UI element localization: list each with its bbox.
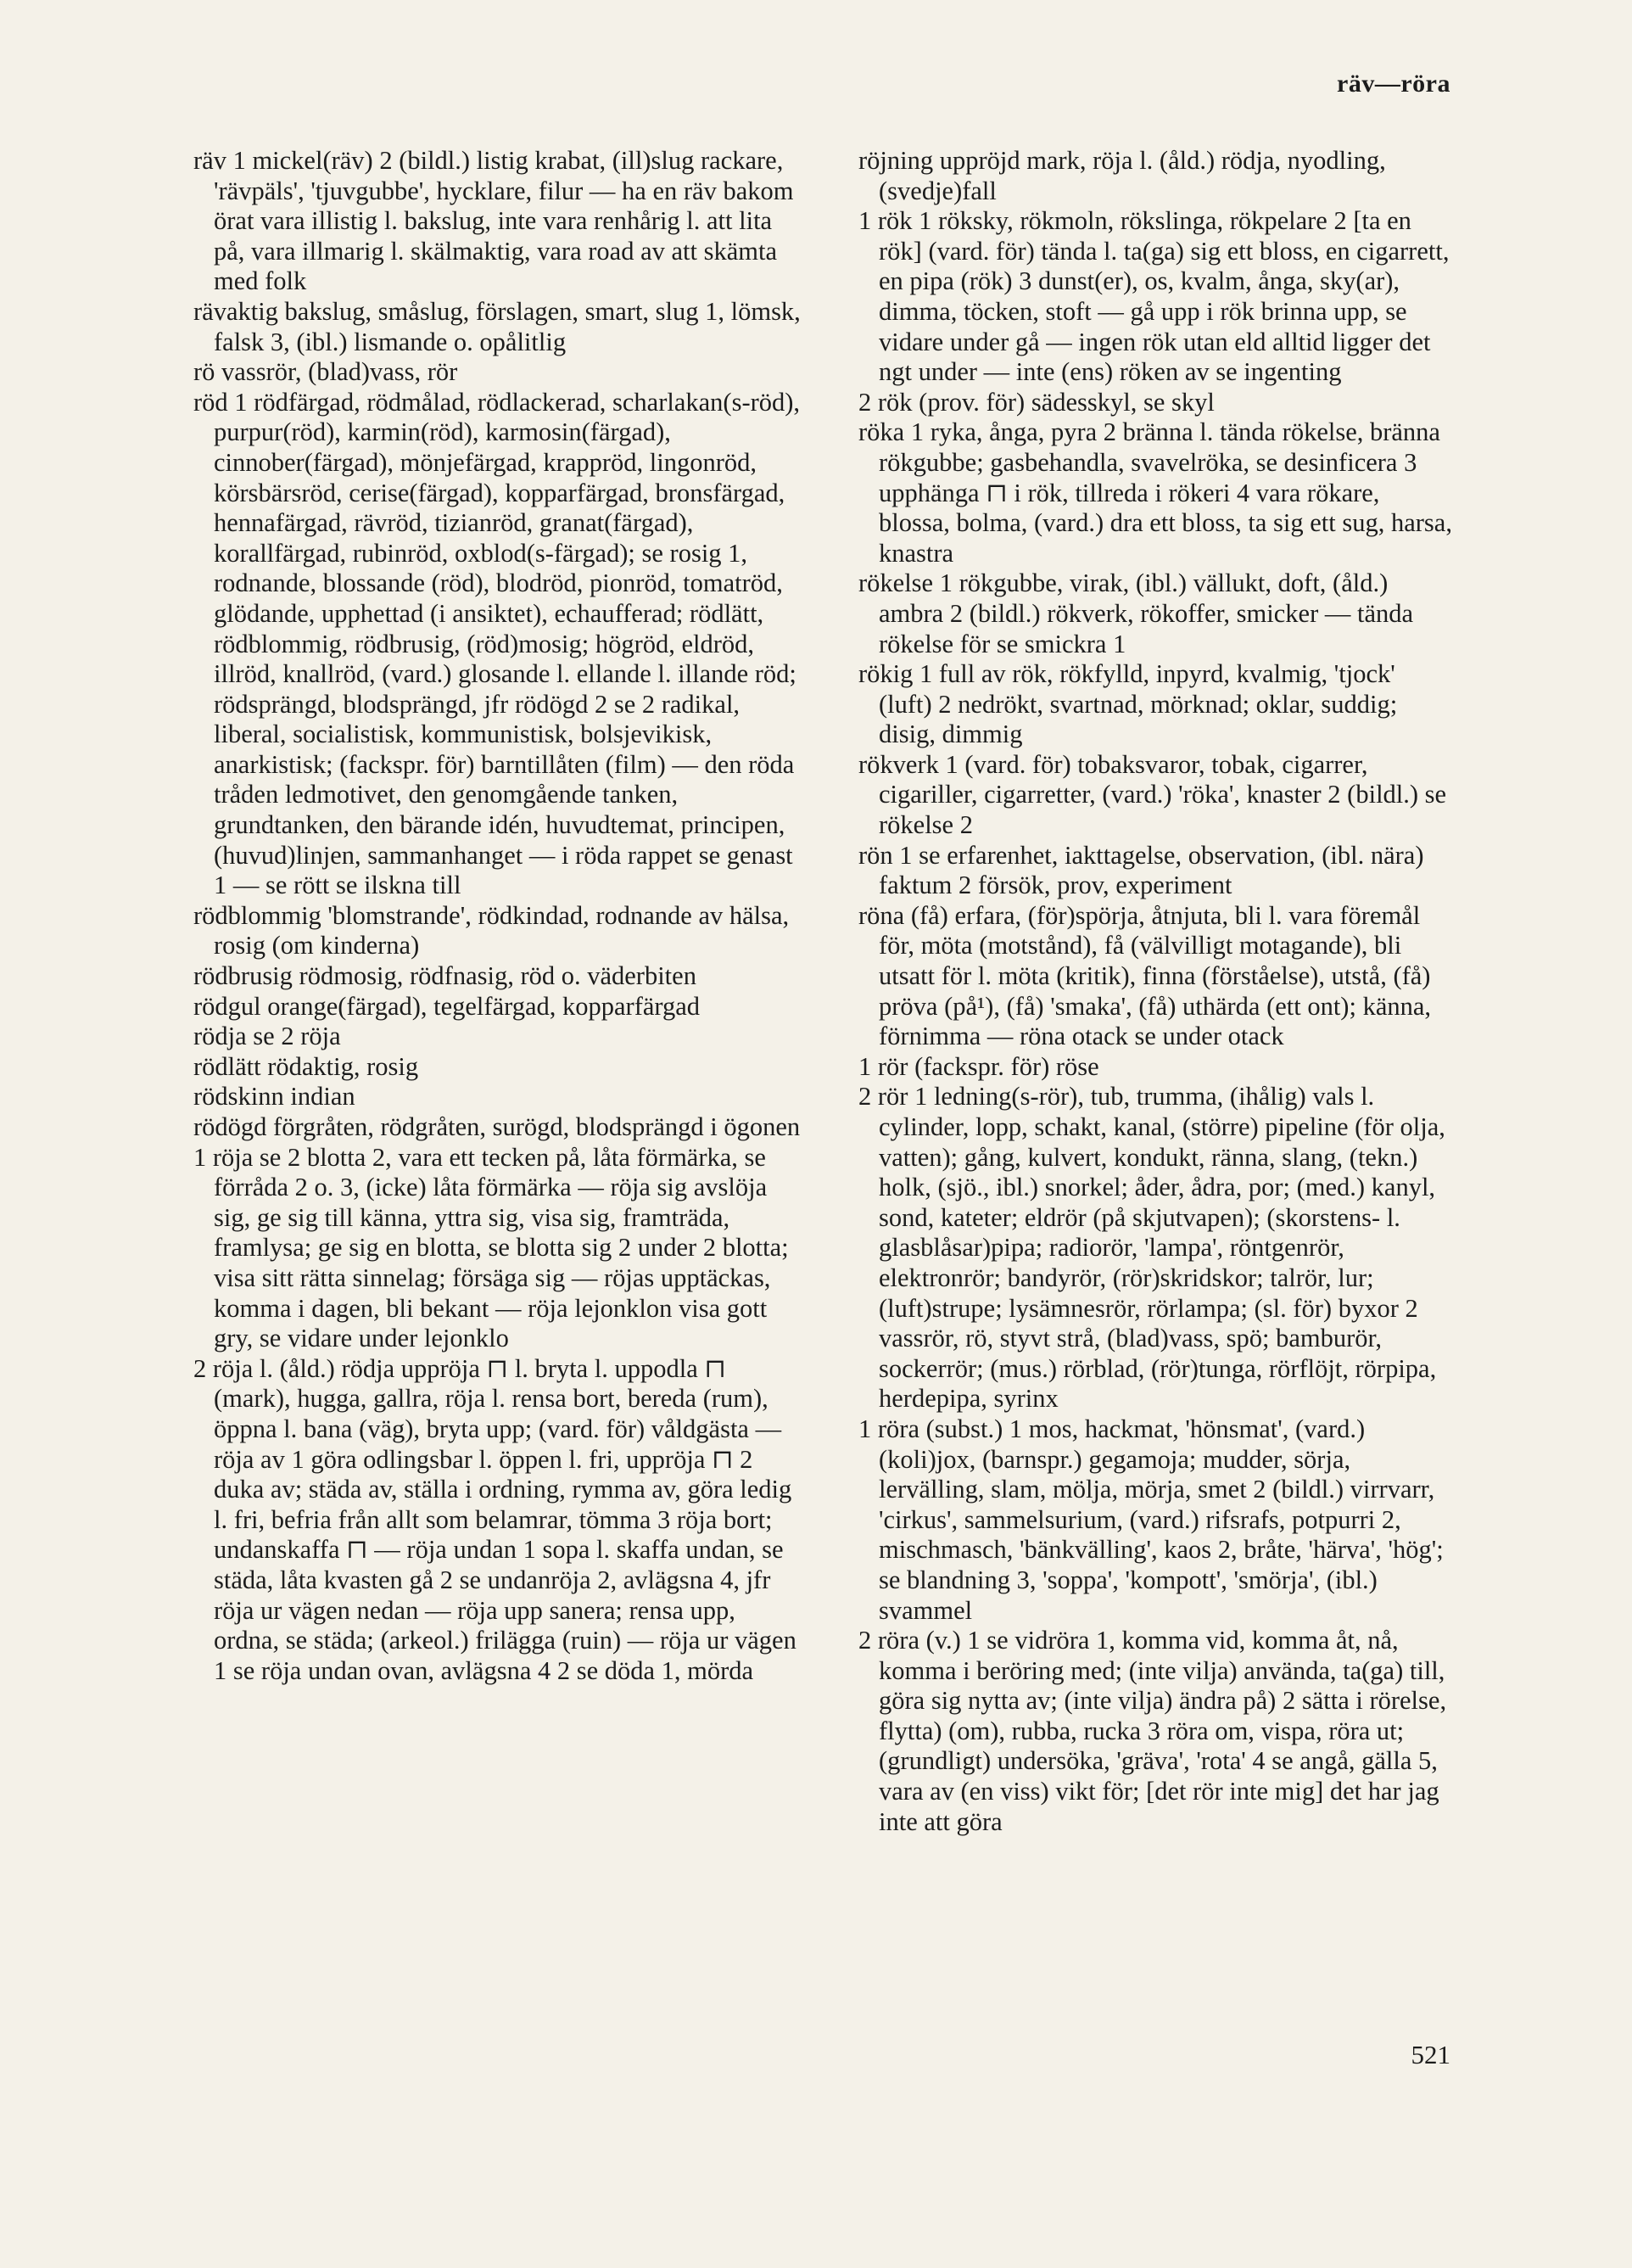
entry-2-rora: 2 röra (v.) 1 se vidröra 1, komma vid, komma åt, nå, komma i beröring med; (inte vilja) använda, ta(ga) till, göra sig nytta av; (inte vilja) ändra på) 2 sätta i rörelse, flytta) (om), rubba, rucka 3 röra om, vispa, röra ut; (grundligt) undersöka, 'gräva', 'rota' 4 se angå, gälla 5, vara av (en viss) vikt för; [det rör inte mig] det har jag inte att göra: [858, 1626, 1447, 1836]
entry-rodbrusig: rödbrusig rödmosig, rödfnasig, röd o. väderbiten: [193, 961, 696, 991]
entry-rodja: rödja se 2 röja: [193, 1022, 341, 1051]
entry-ravaktig: rävaktig bakslug, småslug, förslagen, smart, slug 1, lömsk, falsk 3, (ibl.) lismande o. opålitlig: [193, 296, 801, 356]
entry-rodlatt: rödlätt rödaktig, rosig: [193, 1051, 419, 1081]
entry-roka: röka 1 ryka, ånga, pyra 2 bränna l. tända rökelse, bränna rökgubbe; gasbehandla, svavelröka, se desinficera 3 upphänga ⊓ i rök, tillreda i rökeri 4 vara rökare, blossa, bolma, (vard.) dra ett bloss, ta sig ett sug, harsa, knastra: [858, 417, 1452, 568]
entry-rojning: röjning uppröjd mark, röja l. (åld.) rödja, nyodling, (svedje)fall: [858, 146, 1386, 205]
entry-1-roja: 1 röja se 2 blotta 2, vara ett tecken på, låta förmärka, se förråda 2 o. 3, (icke) låta förmärka — röja sig avslöja sig, ge sig till känna, yttra sig, visa sig, framträda, framlysa; ge sig en blotta, se blotta sig 2 under 2 blotta; visa sitt rätta sinnelag; försäga sig — röjas upptäckas, komma i dagen, bli bekant — röja lejonklon visa gott gry, se vidare under lejonklo: [193, 1142, 789, 1353]
entry-rokig: rökig 1 full av rök, rökfylld, inpyrd, kvalmig, 'tjock' (luft) 2 nedrökt, svartnad, mörknad; oklar, suddig; disig, dimmig: [858, 659, 1398, 749]
entry-1-rora: 1 röra (subst.) 1 mos, hackmat, 'hönsmat', (vard.) (koli)jox, (barnspr.) gegamoja; mudder, sörja, lervälling, slam, mölja, mörja, smet 2 (bildl.) virrvarr, 'cirkus', sammelsurium, (vard.) rifsrafs, potpurri 2, mischmasch, 'bänkvälling', kaos 2, bråte, 'härva', 'hög'; se blandning 3, 'soppa', 'kompott', 'smörja', (ibl.) svammel: [858, 1414, 1444, 1625]
entry-rokverk: rökverk 1 (vard. för) tobaksvaror, tobak, cigarrer, cigariller, cigarretter, (vard.) 'röka', knaster 2 (bildl.) se rökelse 2: [858, 749, 1447, 840]
entry-rodskinn: rödskinn indian: [193, 1082, 355, 1112]
entry-ron: rön 1 se erfarenhet, iakttagelse, observation, (ibl. nära) faktum 2 försök, prov, experiment: [858, 840, 1424, 900]
right-column: [858, 146, 1454, 1837]
entry-2-roja: 2 röja l. (åld.) rödja uppröja ⊓ l. bryta l. uppodla ⊓ (mark), hugga, gallra, röja l. rensa bort, bereda (rum), öppna l. bana (väg), bryta upp; (vard. för) våldgästa — röja av 1 göra odlingsbar l. öppen l. fri, uppröja ⊓ 2 duka av; städa av, ställa i ordning, rymma av, göra ledig l. fri, befria från allt som belamrar, tömma 3 röja bort; undanskaffa ⊓ — röja undan 1 sopa l. skaffa undan, se städa, låta kvasten gå 2 se undanröja 2, avlägsna 4, jfr röja ur vägen nedan — röja upp sanera; rensa upp, ordna, se städa; (arkeol.) frilägga (ruin) — röja ur vägen 1 se röja undan ovan, avlägsna 4 2 se döda 1, mörda: [193, 1353, 796, 1685]
entry-rod: röd 1 rödfärgad, rödmålad, rödlackerad, scharlakan(s-röd), purpur(röd), karmin(röd), karmosin(färgad), cinnober(färgad), mönjefärgad, krappröd, lingonröd, körsbärsröd, cerise(färgad), kopparfärgad, bronsfärgad, hennafärgad, rävröd, tizianröd, granat(färgad), korallfärgad, rubinröd, oxblod(s-färgad); se rosig 1, rodnande, blossande (röd), blodröd, pionröd, tomatröd, glödande, upphettad (i ansiktet), echaufferad; rödlätt, rödblommig, rödbrusig, (röd)mosig; högröd, eldröd, illröd, knallröd, (vard.) glosande l. ellande l. illande röd; rödsprängd, blodsprängd, jfr rödögd 2 se 2 radikal, liberal, socialistisk, kommunistisk, bolsjevikisk, anarkistisk; (fackspr. för) barntillåten (film) — den röda tråden ledmotivet, den genomgående tanken, grundtanken, den bärande idén, huvudtemat, principen, (huvud)linjen, sammanhanget — i röda rappet se genast 1 — se rött se ilskna till: [193, 387, 801, 900]
entry-1-ror: 1 rör (fackspr. för) röse: [858, 1051, 1099, 1081]
entry-ro: rö vassrör, (blad)vass, rör: [193, 357, 458, 387]
running-header: räv—röra: [1337, 70, 1450, 98]
entry-rokelse: rökelse 1 rökgubbe, virak, (ibl.) vällukt, doft, (åld.) ambra 2 (bildl.) rökverk, rökoffer, smicker — tända rökelse för se smickra 1: [858, 568, 1414, 658]
page-number: 521: [1411, 2040, 1450, 2069]
entry-rodgul: rödgul orange(färgad), tegelfärgad, kopparfärgad: [193, 991, 701, 1021]
entry-rodblommig: rödblommig 'blomstrande', rödkindad, rodnande av hälsa, rosig (om kinderna): [193, 900, 790, 960]
entry-1-rok: 1 rök 1 röksky, rökmoln, rökslinga, rökpelare 2 [ta en rök] (vard. för) tända l. ta(ga) sig ett bloss, en cigarrett, en pipa (rök) 3 dunst(er), os, kvalm, ånga, sky(ar), dimma, töcken, stoft — gå upp i rök brinna upp, se vidare under gå — ingen rök utan eld alltid ligger det ngt under — inte (ens) röken av se ingenting: [858, 206, 1450, 387]
entry-rona: röna (få) erfara, (för)spörja, åtnjuta, bli l. vara föremål för, möta (motstånd), få (välvilligt motagande), bli utsatt för l. möta (kritik), finna (förståelse), utstå, (få) pröva (på¹), (få) 'smaka', (få) uthärda (ett ont); känna, förnimma — röna otack se under otack: [858, 900, 1432, 1051]
entry-rav: räv 1 mickel(räv) 2 (bildl.) listig krabat, (ill)slug rackare, 'rävpäls', 'tjuvgubbe', hycklare, filur — ha en räv bakom örat vara illistig l. bakslug, inte vara renhårig l. att lita på, vara illmarig l. skälmaktig, vara road av att skämta med folk: [193, 146, 794, 296]
left-column: [193, 146, 801, 1686]
entry-rodogd: rödögd förgråten, rödgråten, surögd, blodsprängd i ögonen: [193, 1112, 801, 1141]
entry-2-rok: 2 rök (prov. för) sädesskyl, se skyl: [858, 387, 1215, 417]
entry-2-ror: 2 rör 1 ledning(s-rör), tub, trumma, (ihålig) vals l. cylinder, lopp, schakt, kanal, (större) pipeline (för olja, vatten); gång, kulvert, kondukt, ränna, slang, (tekn.) holk, (sjö., ibl.) snorkel; åder, ådra, por; (med.) kanyl, sond, kateter; eldrör (på skjutvapen); (skorstens- l. glasblåsar)pipa; radiorör, 'lampa', röntgenrör, elektronrör; bandyrör, (rör)skridskor; talrör, lur; (luft)strupe; lysämnesrör, rörlampa; (sl. för) byxor 2 vassrör, rö, styvt strå, (blad)vass, spö; bamburör, sockerrör; (mus.) rörblad, (rör)tunga, rörflöjt, rörpipa, herdepipa, syrinx: [858, 1082, 1445, 1414]
